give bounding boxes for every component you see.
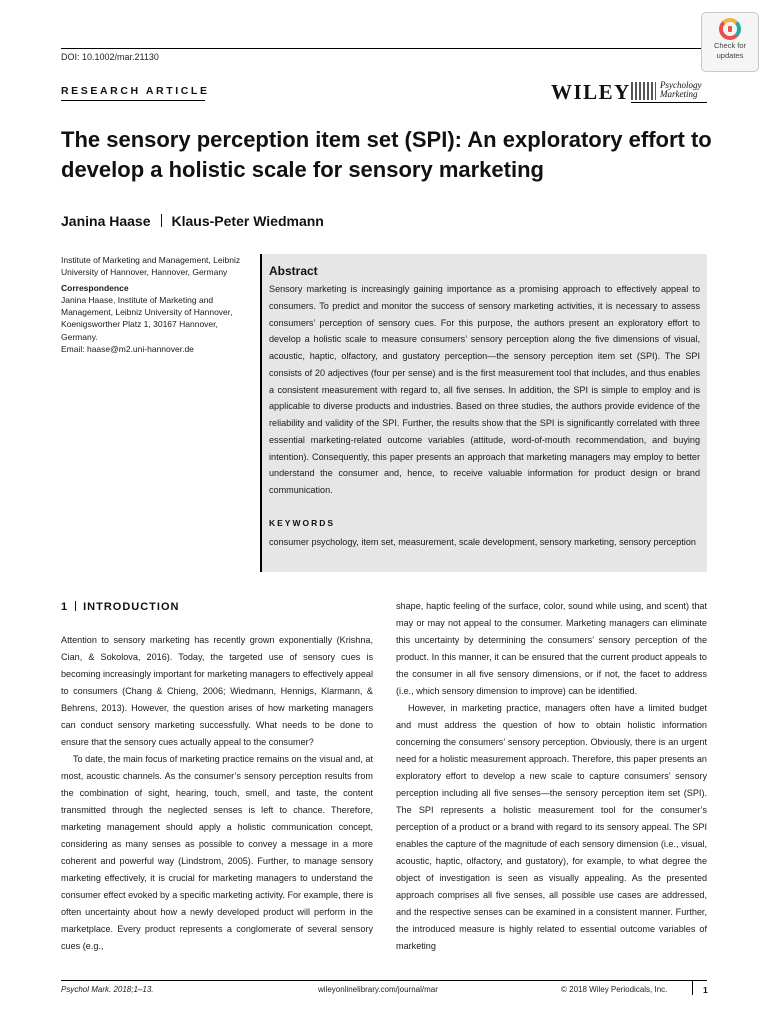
check-for-updates-badge[interactable] — [701, 12, 759, 72]
article-type: RESEARCH ARTICLE — [61, 85, 210, 97]
paragraph: shape, haptic feeling of the surface, color, sound while using, and scent) that may or may not appeal to the consumer. Marketing managers can eliminate this uncertainty by determining the consumers’ sensory perception of the product. In this manner, it can be ensured that the current product appeals to the consumer in all five sensory dimensions, or if not, the facet to address (i.e., which sensory dimension to improve) can be identified. — [396, 601, 707, 696]
page-number: 1 — [703, 985, 708, 995]
author-separator — [161, 214, 162, 227]
correspondence-label: Correspondence — [61, 282, 129, 293]
publisher-logo[interactable]: WILEY — [551, 80, 631, 104]
doi[interactable]: DOI: 10.1002/mar.21130 — [61, 52, 159, 62]
correspondence-email[interactable]: Email: haase@m2.uni-hannover.de — [61, 344, 194, 355]
crossmark-icon — [719, 18, 741, 40]
section-number: 1 — [61, 601, 69, 613]
section-title: INTRODUCTION — [83, 601, 180, 613]
journal-logo-line2: Marketing — [660, 89, 698, 99]
abstract-bar — [260, 254, 262, 572]
body-column-left — [61, 632, 373, 955]
article-title: The sensory perception item set (SPI): An exploratory effort to develop a holistic scale for sensory marketing — [61, 127, 712, 182]
journal-logo-rule — [631, 102, 707, 103]
abstract-box — [260, 254, 707, 572]
badge-label-1: Check for — [713, 41, 747, 50]
journal-logo[interactable] — [631, 81, 707, 101]
paragraph: Attention to sensory marketing has recently grown exponentially (Krishna, Cian, & Sokolova, 2016). Today, the targeted use of sensory cues is becoming increasingly important for marketing managers to effectively appeal to consumers (Chang & Chieng, 2006; Wiedmann, Hennigs, Klarmann, & Behrens, 2013). However, the question arises of how marketing managers can conduct sensory marketing successfully. What needs to be done to ensure that the sensory cues actually appeal to the consumer? — [61, 635, 373, 747]
footer-separator — [692, 981, 693, 995]
author-name[interactable]: Janina Haase — [61, 213, 151, 229]
footer-copyright: © 2018 Wiley Periodicals, Inc. — [561, 985, 668, 994]
paragraph: However, in marketing practice, managers often have a limited budget and must address the question of how to obtain holistic information concerning the consumers’ sensory perception. Obviously, there is an urgent need for a holistic measurement approach. Therefore, this paper presents an exploratory effort to develop a new scale to capture consumers’ sensory perception including all five senses—the sensory perception item set (SPI). The SPI represents a holistic measurement tool for the consumer’s perception of a product or a brand with regard to its sensory appeal. The SPI enables the capture of the magnitude of each sensory dimension (i.e., visual, acoustic, haptic, olfactory, and gustatory), for example, to what degree the object of investigation is seen as visually appealing. As the presented approach comprises all five senses, all possible use cases are addressed, and the respective senses can be examined in a consistent manner. Further, the introduced measure is highly related to essential outcome variables of marketing — [396, 703, 707, 951]
footer-rule — [61, 980, 707, 981]
keywords: consumer psychology, item set, measurement, scale development, sensory marketing, sensory perception — [269, 537, 696, 547]
section-separator — [75, 601, 76, 611]
author-name[interactable]: Klaus-Peter Wiedmann — [171, 213, 324, 229]
header-rule — [61, 48, 707, 49]
keywords-heading: KEYWORDS — [269, 518, 336, 528]
author-info — [61, 254, 251, 355]
article-type-rule — [61, 100, 205, 101]
footer-url[interactable]: wileyonlinelibrary.com/journal/mar — [318, 985, 438, 994]
abstract-text: Sensory marketing is increasingly gaining importance as a promising approach to effectively appeal to consumers. To predict and monitor the success of sensory marketing activities, it is necessary to assess consumers’ perception of sensory cues. For this purpose, the authors present an exploratory effort to develop a holistic scale to measure consumers’ sensory perception along the five dimensions of visual, acoustic, haptic, olfactory, and gustatory perception—the sensory perception item set (SPI). The SPI consists of 20 adjectives (four per sense) and is the first measurement tool that includes, and thus enables a consistent measurement with regard to, all five senses. In addition, the SPI is simple to employ and is applicable to diverse products and industries. Based on three studies, the authors provide evidence of the reliability and validity of the SPI. Further, the results show that the SPI is significantly correlated with three essential marketing-related outcome variables (attitude, word-of-mouth recommendation, and buying intention). Consequently, this paper presents an approach that marketing managers may employ to better understand the consumer and, hence, to receive valuable information for product design or brand communication. — [269, 284, 700, 495]
abstract-heading: Abstract — [269, 264, 318, 278]
body-column-right — [396, 598, 707, 955]
paragraph: To date, the main focus of marketing practice remains on the visual and, at most, acoustic channels. As the consumer’s sensory perception results from the combination of sight, hearing, touch, smell, and taste, the content transmitted through the neglected senses is left to chance. Therefore, marketing management should apply a holistic communication concept, considering as many senses as possible to convey a message in a more coherent and powerful way (Lindstrom, 2005). Further, to manage sensory marketing effectively, it is crucial for marketing managers to understand the consumer effect evoked by a specific marketing activity. For example, there is often uncertainty about how a newly developed product will perform in the marketplace. Every product represents a conglomerate of several sensory cues (e.g., — [61, 754, 373, 951]
badge-label-2: updates — [716, 51, 744, 60]
journal-logo-line1: Psychology — [660, 80, 702, 90]
section-heading — [61, 601, 179, 613]
journal-logo-mark — [631, 82, 656, 100]
footer-citation: Psychol Mark. 2018;1–13. — [61, 985, 154, 994]
correspondence-text: Janina Haase, Institute of Marketing and Management, Leibniz University of Hannover, Koenigsworther Platz 1, 30167 Hannover, Germany. — [61, 294, 233, 342]
affiliation: Institute of Marketing and Management, Leibniz University of Hannover, Hannover, Germany — [61, 255, 241, 278]
author-list — [61, 213, 324, 229]
